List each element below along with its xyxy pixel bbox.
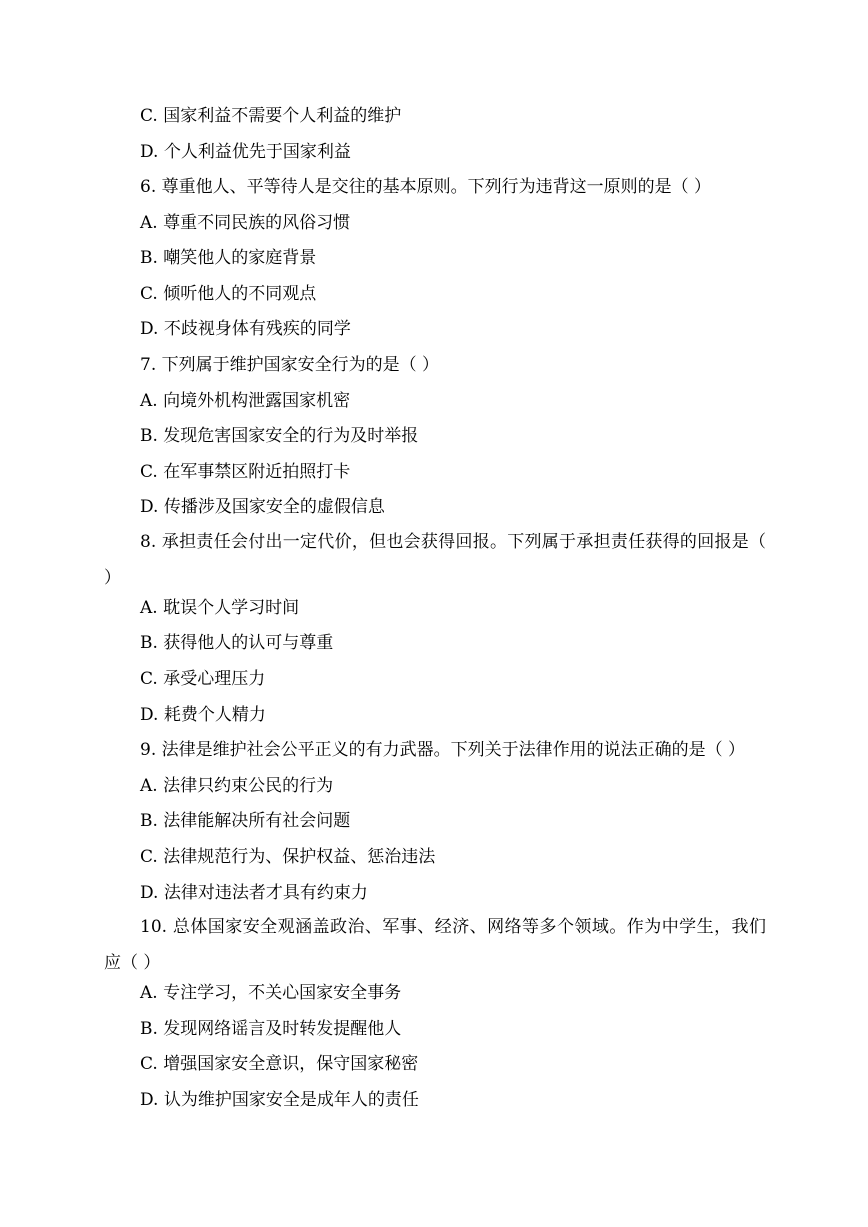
option-c-q10: C. 增强国家安全意识，保守国家秘密 (140, 1054, 419, 1074)
option-b-q7: B. 发现危害国家安全的行为及时举报 (140, 426, 419, 446)
option-a-q8: A. 耽误个人学习时间 (140, 598, 300, 618)
question-10: 10. 总体国家安全观涵盖政治、军事、经济、网络等多个领域。作为中学生，我们应（ ） (104, 917, 766, 973)
question-9: 9. 法律是维护社会公平正义的有力武器。下列关于法律作用的说法正确的是（ ） (140, 740, 746, 760)
option-c-q7: C. 在军事禁区附近拍照打卡 (140, 462, 351, 482)
option-c-q6: C. 倾听他人的不同观点 (140, 284, 317, 304)
option-d-q10: D. 认为维护国家安全是成年人的责任 (140, 1090, 419, 1110)
option-c-q8: C. 承受心理压力 (140, 669, 266, 689)
option-a-q6: A. 尊重不同民族的风俗习惯 (140, 213, 351, 233)
question-7: 7. 下列属于维护国家安全行为的是（ ） (140, 355, 440, 375)
option-a-q7: A. 向境外机构泄露国家机密 (140, 391, 351, 411)
question-8: 8. 承担责任会付出一定代价，但也会获得回报。下列属于承担责任获得的回报是（ ） (104, 532, 766, 588)
option-c-q5: C. 国家利益不需要个人利益的维护 (140, 106, 402, 126)
option-b-q9: B. 法律能解决所有社会问题 (140, 811, 351, 831)
option-d-q8: D. 耗费个人精力 (140, 705, 266, 725)
option-a-q9: A. 法律只约束公民的行为 (140, 776, 334, 796)
option-c-q9: C. 法律规范行为、保护权益、惩治违法 (140, 847, 436, 867)
option-a-q10: A. 专注学习，不关心国家安全事务 (140, 983, 402, 1003)
option-d-q6: D. 不歧视身体有残疾的同学 (140, 319, 351, 339)
option-b-q10: B. 发现网络谣言及时转发提醒他人 (140, 1019, 402, 1039)
option-d-q9: D. 法律对违法者才具有约束力 (140, 883, 368, 903)
option-d-q7: D. 传播涉及国家安全的虚假信息 (140, 497, 385, 517)
option-b-q6: B. 嘲笑他人的家庭背景 (140, 248, 317, 268)
option-d-q5: D. 个人利益优先于国家利益 (140, 142, 351, 162)
question-6: 6. 尊重他人、平等待人是交往的基本原则。下列行为违背这一原则的是（ ） (140, 177, 712, 197)
option-b-q8: B. 获得他人的认可与尊重 (140, 633, 334, 653)
